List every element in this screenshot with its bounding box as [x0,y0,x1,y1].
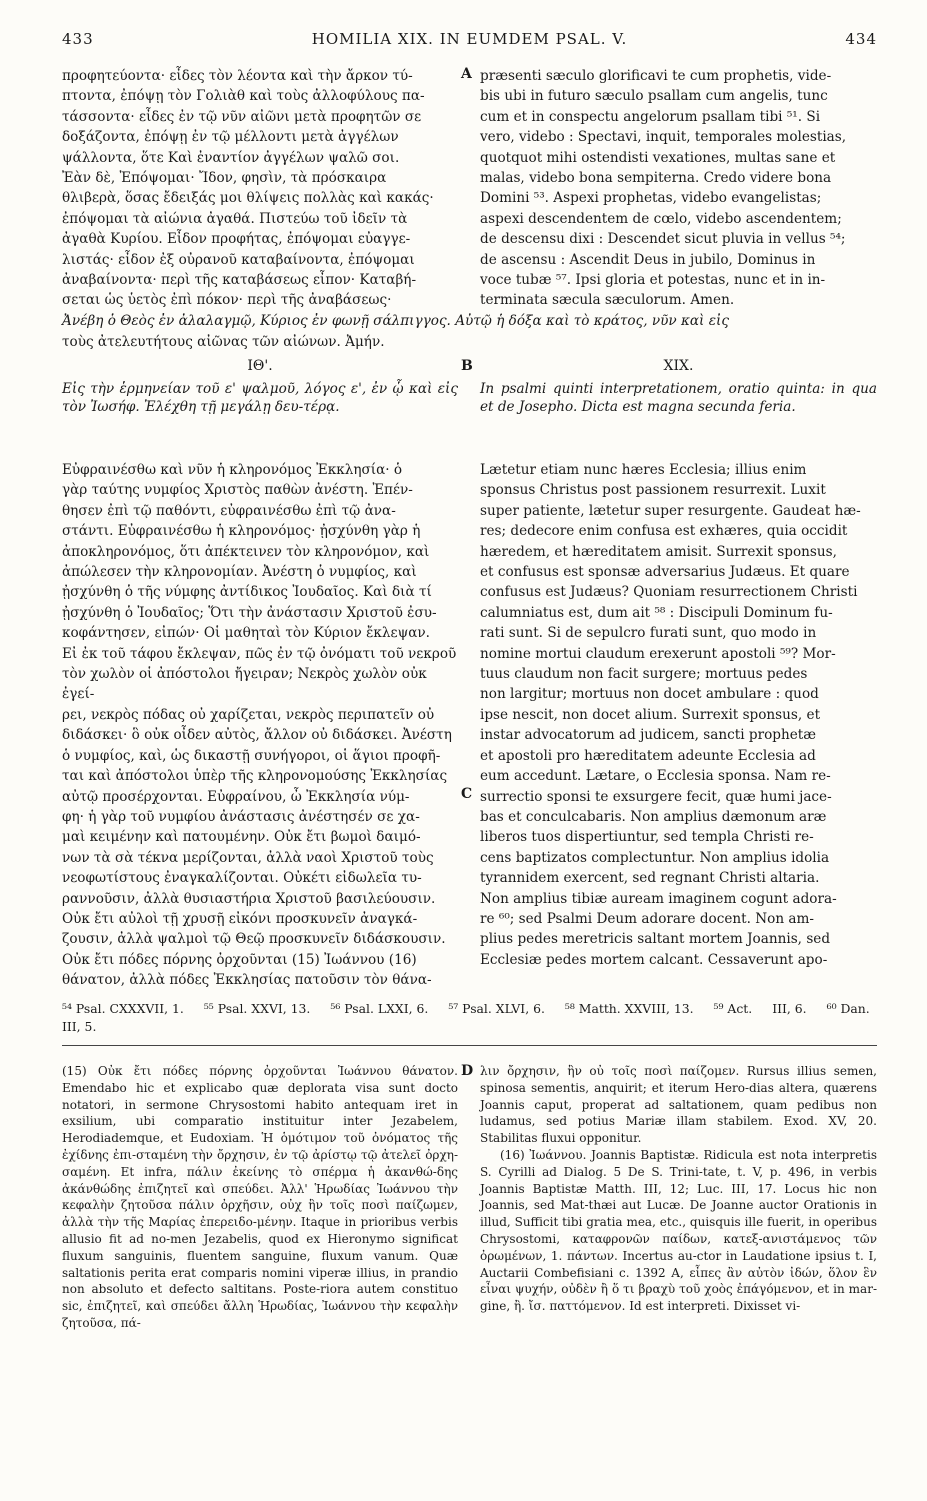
latin-text-line: calumniatus est, dum ait ⁵⁸ : Discipuli Dominum fu- [480,604,833,621]
greek-text-line: Εὐφραινέσθω καὶ νῦν ἡ κληρονόμος Ἐκκλησία· ὁ [62,462,403,478]
greek-text-line: θλιβερὰ, ὅσας ἔδειξάς μοι θλίψεις πολλὰς καὶ κακάς· [62,190,434,207]
page-header [62,30,877,56]
full-width-line-1: Ἀνέβη ὁ Θεὸς ἐν ἀλαλαγμῷ, Κύριος ἐν φωνῇ σάλπιγγος. Αὐτῷ ἡ δόξα καὶ τὸ κράτος, νῦν καὶ εἰς [62,313,729,329]
scripture-reference: ⁵⁸ Matth. XXVIII, 13. [564,1001,694,1016]
footnote-left [62,1063,458,1332]
latin-text-line: tuus claudum non facit surgere; mortuus pedes [480,666,808,683]
greek-text-line: ἐπόψομαι τὰ αἰώνια ἀγαθά. Πιστεύω τοῦ ἰδεῖν τὰ [62,210,408,227]
latin-text-line: plius pedes meretricis saltant mortem Joannis, sed [480,931,831,948]
scripture-reference: ⁶⁰ Dan. III, 5. [62,1001,870,1034]
latin-text-line: de ascensu : Ascendit Deus in jubilo, Dominus in [480,251,816,268]
latin-text-line: et confusus est sponsæ adversarius Judæus. Et quare [480,564,850,581]
greek-text-line: δοξάζοντα, ἐπόψῃ ἐν τῷ μέλλοντι μετὰ ἀγγέλων [62,129,399,146]
greek-text-line: Οὐκ ἔτι αὐλοὶ τῇ χρυσῇ εἰκόνι προσκυνεῖν ἀναγκά- [62,910,418,927]
latin-text-line: sponsus Christus post passionem resurrexit. Luxit [480,482,826,499]
greek-text-line: κοφάντησεν, εἰπών· Οἱ μαθηταὶ τὸν Κύριον ἔκλεψαν. [62,625,430,642]
footnote-15-continued: λιν ὄρχησιν, ἣν οὐ τοῖς ποσὶ παίζομεν. Rursus illius semen, spinosa sementis, anquirit; et iterum Hero-dias altera, quærens Joannis caput, properat ad saltationem, quam pedibus non ludamus, sed potius Mariæ illam stabilem. Exod. XV, 20. Stabilitas fluxui opponitur. [480,1064,877,1146]
greek-text-line: τάσσοντα· εἶδες ἐν τῷ νῦν αἰῶνι μετὰ προφητῶν σε [62,108,422,125]
greek-text-line: νεοφωτίστους ἐναγκαλίζονται. Οὐκέτι εἰδωλεῖα τυ- [62,870,422,887]
greek-text-line: ᾐσχύνθη ὁ τῆς νύμφης ἀντίδικος Ἰουδαῖος. Καὶ διὰ τί [62,584,432,601]
margin-marker-c: C [461,786,473,802]
greek-text-line: θησεν ἐπὶ τῷ παθόντι, εὐφραινέσθω ἐπὶ τῷ ἀνα- [62,502,396,519]
latin-text-line: eum accedunt. Lætare, o Ecclesia sponsa. Nam re- [480,768,831,785]
margin-marker-b: B [461,358,473,374]
greek-text-line: γὰρ ταύτης νυμφίος Χριστὸς παθὼν ἀνέστη. Ἐπέν- [62,482,413,499]
greek-text-line: ἀγαθὰ Κυρίου. Εἶδον προφήτας, ἐπόψομαι εὐαγγε- [62,231,411,248]
latin-text-line: tyrannidem exercent, sed regnant Christi altaria. [480,870,820,887]
greek-text-line: προφητεύοντα· εἶδες τὸν λέοντα καὶ τὴν ἄρκον τύ- [62,68,413,84]
latin-text-line: instar advocatorum ad judicem, sancti prophetæ [480,727,817,744]
latin-text-line: ipse nescit, non docet alium. Surrexit sponsus, et [480,706,821,723]
latin-text-line: res; dedecore enim confusa est exhæres, quia occidit [480,523,848,540]
footnote-16: (16) Ἰωάννου. Joannis Baptistæ. Ridicula est nota interpretis S. Cyrilli ad Dialog. 5 De S. Trini-tate, t. V, p. 496, in verbis Joannis Baptistæ Matth. III, 12; Luc. III, 17. Locus hic non Joannis, sed Mat-thæi aut Lucæ. De Joanne auctor Orationis in illud, Sufficit tibi gratia mea, etc., quisquis ille fuerit, in operibus Chrysostomi, καταφρονῶν παίδων, κατεξ-ανιστάμενος τῶν ὀρωμένων, 1. πάντων. Incertus au-ctor in Laudatione ipsius t. I, Auctarii Combefisiani c. 1392 A, εἶπες ἂν αὐτὸν ἰδών, ὅλον ἓν εἶναι ψυχήν, οὐδὲν ἢ ὅ τι βραχὺ τοῦ χοὸς ἐπάγόμενον, et in mar-gine, ἢ. ἴσ. παττόμενον. Id est interpreti. Dixisset vi- [480,1147,877,1314]
latin-text-line: super patiente, lætetur super resurgente. Gaudeat hæ- [480,502,861,519]
greek-text-line: Εἰ ἐκ τοῦ τάφου ἔκλεψαν, πῶς ἐν τῷ ὀνόματι τοῦ νεκροῦ [62,645,457,662]
greek-text-line: νων τὰ σὰ τέκνα μερίζονται, ἀλλὰ ναοὶ Χριστοῦ τοὺς [62,849,434,866]
greek-top-column [62,66,458,311]
page-number-left: 433 [62,30,94,48]
greek-text-line: ἀποκληρονόμος, ὅτι ἀπέκτεινεν τὸν κληρονόμον, καὶ [62,543,430,560]
latin-text-line: voce tubæ ⁵⁷. Ipsi gloria et potestas, nunc et in in- [480,272,826,289]
running-title: HOMILIA XIX. IN EUMDEM PSAL. V. [311,30,628,48]
greek-text-line: Ἐὰν δὲ, Ἐπόψομαι· Ἴδον, φησὶν, τὰ πρόσκαιρα [62,170,387,187]
latin-text-line: rati sunt. Si de sepulcro furati sunt, quo modo in [480,625,817,642]
scripture-references [62,1000,877,1036]
latin-text-line: Lætetur etiam nunc hæres Ecclesia; illius enim [480,462,807,478]
latin-body-column [480,460,877,970]
latin-text-line: liberos tuos dispertiuntur, sed templa Christi re- [480,829,814,846]
latin-text-line: hæredem, et hæreditatem amisit. Surrexit sponsus, [480,543,837,560]
greek-text-line: ται καὶ ἀπόστολοι ὑπὲρ τῆς κληρονομούσης Ἐκκλησίας [62,768,448,785]
latin-text-line: Non amplius tibiæ auream imaginem cogunt adora- [480,890,837,907]
greek-text-line: ζουσιν, ἀλλὰ ψαλμοὶ τῷ Θεῷ προσκυνεῖν διδάσκουσιν. [62,931,446,948]
latin-text-line: cens baptizatos complectuntur. Non amplius idolia [480,849,830,866]
margin-marker-a: A [461,66,472,82]
greek-text-line: λιστάς· εἶδον ἐξ οὐρανοῦ καταβαίνοντα, ἐπόψομαι [62,251,415,268]
greek-body-column [62,460,458,991]
greek-text-line: ᾐσχύνθη ὁ Ἰουδαῖος; Ὅτι τὴν ἀνάστασιν Χριστοῦ ἐσυ- [62,604,437,621]
latin-text-line: malas, videbo bona sempiterna. Credo videre bona [480,170,832,187]
latin-section-title: In psalmi quinti interpretationem, oratio quinta: in qua et de Josepho. Dicta est magna secunda feria. [480,381,877,415]
greek-text-line: θάνατον, ἀλλὰ πόδες Ἐκκλησίας πατοῦσιν τὸν θάνα- [62,972,432,989]
greek-text-line: ραννοῦσιν, ἀλλὰ θυσιαστήρια Χριστοῦ βασιλεύουσιν. [62,890,436,907]
latin-text-line: terminata sæcula sæculorum. Amen. [480,292,735,309]
latin-text-line: Domini ⁵³. Aspexi prophetas, videbo evangelistas; [480,190,822,207]
greek-text-line: φη· ἡ γὰρ τοῦ νυμφίου ἀνάστασις ἀνέστησέν σε χα- [62,808,420,825]
latin-text-line: confusus est Judæus? Quoniam resurrectionem Christi [480,584,858,601]
full-width-line-2: τοὺς ἀτελευτήτους αἰῶνας τῶν αἰώνων. Ἀμήν. [62,334,385,350]
scripture-reference: ⁵⁷ Psal. XLVI, 6. [448,1001,545,1016]
scripture-reference: ⁵⁴ Psal. CXXXVII, 1. [62,1001,184,1016]
scripture-reference: ⁵⁵ Psal. XXVI, 13. [203,1001,311,1016]
margin-marker-d: D [461,1063,474,1079]
footnote-right [480,1063,877,1315]
greek-text-line: σεται ὡς ὑετὸς ἐπὶ πόκον· περὶ τῆς ἀναβάσεως· [62,292,392,309]
latin-text-line: surrectio sponsi te exsurgere fecit, quæ humi jace- [480,788,832,805]
latin-text-line: præsenti sæculo glorificavi te cum prophetis, vide- [480,68,832,84]
greek-text-line: ἀναβαίνοντα· περὶ τῆς καταβάσεως εἶπον· Καταβή- [62,272,417,289]
footnote-divider [62,1045,877,1046]
greek-text-line: διδάσκει· ὃ οὐκ οἶδεν αὐτὸς, ἄλλον οὐ διδάσκει. Ἀνέστη [62,727,452,744]
scripture-reference: III, 6. [772,1001,807,1016]
latin-text-line: quotquot mihi ostendisti vexationes, multas sane et [480,149,836,166]
latin-text-line: nomine mortui claudum erexerunt apostoli ⁵⁹? Mor- [480,645,836,662]
greek-text-line: μαὶ κειμένην καὶ πατουμένην. Οὐκ ἔτι βωμοὶ δαιμό- [62,829,421,846]
latin-text-line: bas et conculcabaris. Non amplius dæmonum aræ [480,808,827,825]
latin-top-column [480,66,877,311]
greek-text-line: ἀπώλεσεν τὴν κληρονομίαν. Ἀνέστη ὁ νυμφίος, καὶ [62,564,417,581]
latin-text-line: re ⁶⁰; sed Psalmi Deum adorare docent. Non am- [480,910,814,927]
latin-text-line: cum et in conspectu angelorum psallam tibi ⁵¹. Si [480,108,821,125]
greek-section-number: ΙΘ'. [247,358,273,374]
greek-text-line: ρει, νεκρὸς πόδας οὐ χαρίζεται, νεκρὸς περιπατεῖν οὐ [62,706,435,723]
latin-section-number: XIX. [663,358,694,374]
latin-text-line: Ecclesiæ pedes mortem calcant. Cessaverunt apo- [480,951,828,968]
latin-text-line: aspexi descendentem de cœlo, videbo ascendentem; [480,210,842,227]
scripture-reference: ⁵⁹ Act. [713,1001,753,1016]
footnote-15: (15) Οὐκ ἔτι πόδες πόρνης ὀρχοῦνται Ἰωάννου θάνατον. Emendabo hic et explicabo quæ deplorata visa sunt docto notatori, in sermone Chrysostomi habito antequam iret in exsilium, ubi comparatio instituitur inter Jezabelem, Herodiademque, et Eudoxiam. Ἡ ὁμότιμον τοῦ ὀνόματος τῆς ἐχίδνης ἐπι-σταμένη τὴν ὄρχησιν, ἐν τῷ ἀρίστῳ τῷ ἀτελεῖ ὀρχη-σαμένη. Et infra, πάλιν ἐκείνης τὸ σπέρμα ἡ ἀκανθώ-δης ἀκάνθώδης ἐπιζητεῖ καὶ σπεύδει. Ἀλλ' Ἡρωδίας Ἰωάννου τὴν κεφαλὴν ζητοῦσα πάλιν ὀρχῆσιν, οὐχ ἣν τοῖς ποσὶ παίζωμεν, ἀλλὰ τὴν τῆς Μαρίας ἐπερειδο-μένην. Itaque in prioribus verbis allusio fit ad no-men Jezabelis, quod ex Hieronymo significat fluxum sanguinis, fluentem sanguine, fluxum vanum. Quæ saltationis perita erat comparis nomini viperæ illius, in prandio non absoluto et defecto saltitans. Poste-riora autem constituo sic, ἐπιζητεῖ, καὶ σπεύδει ἄλλη Ἡρωδίας, Ἰωάννου τὴν κεφαλὴν ζητοῦσα, πά- [62,1064,458,1330]
greek-section-title: Εἰς τὴν ἑρμηνείαν τοῦ ε' ψαλμοῦ, λόγος ε', ἐν ᾧ καὶ εἰς τὸν Ἰωσήφ. Ἐλέχθη τῇ μεγάλῃ δευ-τέρᾳ. [62,381,458,415]
page-number-right: 434 [845,30,877,48]
greek-text-line: πτοντα, ἐπόψῃ τὸν Γολιὰθ καὶ τοὺς ἀλλοφύλους πα- [62,88,425,105]
greek-text-line: τὸν χωλὸν οἱ ἀπόστολοι ἤγειραν; Νεκρὸς χωλὸν οὐκ ἐγεί- [62,666,427,703]
latin-text-line: vero, videbo : Spectavi, inquit, temporales molestias, [480,129,847,146]
greek-text-line: ψάλλοντα, ὅτε Καὶ ἐναντίον ἀγγέλων ψαλῶ σοι. [62,149,400,166]
greek-text-line: στάντι. Εὐφραινέσθω ἡ κληρονόμος· ᾐσχύνθη γὰρ ἡ [62,523,421,540]
greek-text-line: ὁ νυμφίος, καὶ, ὡς δικαστῇ συνήγοροι, οἱ ἅγιοι προφῆ- [62,747,441,764]
greek-text-line: Οὐκ ἔτι πόδες πόρνης ὀρχοῦνται (15) Ἰωάννου (16) [62,951,417,968]
latin-text-line: non largitur; mortuus non docet ambulare : quod [480,686,819,703]
latin-text-line: bis ubi in futuro sæculo psallam cum angelis, tunc [480,88,828,105]
greek-text-line: αὐτῷ προσέρχονται. Εὐφραίνου, ὦ Ἐκκλησία νύμ- [62,788,410,805]
scripture-reference: ⁵⁶ Psal. LXXI, 6. [330,1001,429,1016]
latin-text-line: de descensu dixi : Descendet sicut pluvia in vellus ⁵⁴; [480,231,846,248]
latin-text-line: et apostoli pro hæreditatem adeunte Ecclesia ad [480,747,816,764]
